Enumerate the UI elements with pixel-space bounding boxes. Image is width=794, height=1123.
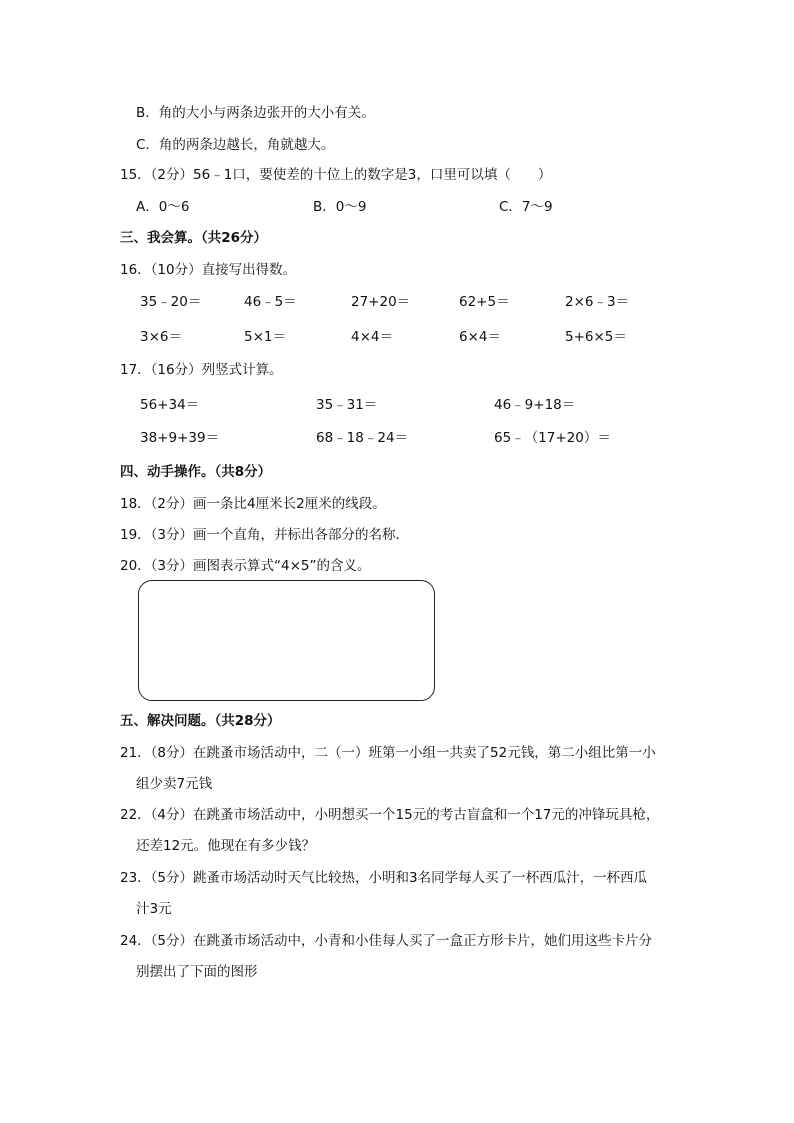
- q17-item: 35﹣31＝: [316, 397, 378, 413]
- q17-item: 46﹣9+18＝: [494, 397, 576, 413]
- q16-item: 4×4＝: [351, 329, 393, 345]
- q16-item: 2×6﹣3＝: [565, 294, 630, 310]
- section-4-heading: 四、动手操作。（共8分）: [120, 464, 272, 480]
- q16-item: 46﹣5＝: [244, 294, 297, 310]
- q22-stem-line-2: 还差12元。他现在有多少钱？: [136, 838, 316, 854]
- drawing-answer-box: [138, 580, 435, 701]
- section-5-heading: 五、解决问题。（共28分）: [120, 713, 281, 729]
- q17-stem: 17．（16分）列竖式计算。: [120, 362, 283, 378]
- q23-stem-line-2: 汁3元: [136, 901, 172, 917]
- q17-item: 65﹣（17+20）＝: [494, 430, 611, 446]
- q23-stem-line-1: 23．（5分）跳蚤市场活动时天气比较热，小明和3名同学每人买了一杯西瓜汁，一杯西瓜: [120, 870, 648, 886]
- q16-item: 6×4＝: [459, 329, 501, 345]
- q15-option-b: B．0～9: [313, 199, 367, 215]
- q16-item: 27+20＝: [351, 294, 411, 310]
- q14-option-b: B．角的大小与两条边张开的大小有关。: [136, 105, 375, 121]
- q20-stem: 20．（3分）画图表示算式“4×5”的含义。: [120, 558, 371, 574]
- section-3-heading: 三、我会算。（共26分）: [120, 230, 268, 246]
- q21-stem-line-2: 组少卖7元钱: [136, 776, 213, 792]
- q15-option-a: A．0～6: [136, 199, 190, 215]
- q15-option-c: C．7～9: [499, 199, 553, 215]
- q16-item: 5×1＝: [244, 329, 286, 345]
- q16-item: 35﹣20＝: [140, 294, 202, 310]
- q14-option-c: C．角的两条边越长，角就越大。: [136, 137, 335, 153]
- q19-stem: 19．（3分）画一个直角，并标出各部分的名称．: [120, 527, 410, 543]
- q17-item: 38+9+39＝: [140, 430, 220, 446]
- q16-item: 62+5＝: [459, 294, 510, 310]
- q16-item: 3×6＝: [140, 329, 182, 345]
- q17-item: 68﹣18﹣24＝: [316, 430, 409, 446]
- q17-item: 56+34＝: [140, 397, 200, 413]
- q16-stem: 16．（10分）直接写出得数。: [120, 262, 297, 278]
- q21-stem-line-1: 21．（8分）在跳蚤市场活动中，二（一）班第一小组一共卖了52元钱，第二小组比第一小: [120, 745, 656, 761]
- q22-stem-line-1: 22．（4分）在跳蚤市场活动中，小明想买一个15元的考古盲盒和一个17元的冲锋玩具枪，: [120, 807, 660, 823]
- q15-stem: 15．（2分）56﹣1口，要使差的十位上的数字是3，口里可以填（ ）: [120, 167, 552, 183]
- q16-item: 5+6×5＝: [565, 329, 627, 345]
- q24-stem-line-1: 24．（5分）在跳蚤市场活动中，小青和小佳每人买了一盒正方形卡片，她们用这些卡片分: [120, 933, 653, 949]
- q24-stem-line-2: 别摆出了下面的图形: [136, 964, 258, 980]
- q18-stem: 18．（2分）画一条比4厘米长2厘米的线段。: [120, 496, 386, 512]
